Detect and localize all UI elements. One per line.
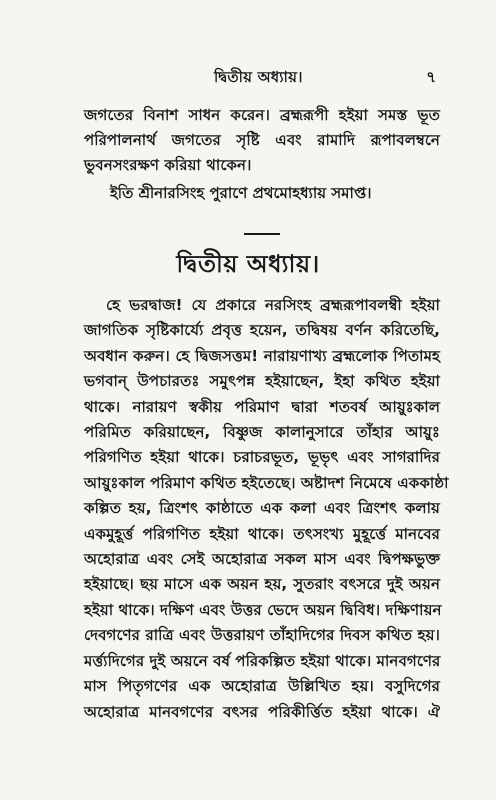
text-line: ভগবান্ উপচারতঃ সমুৎপন্ন হইয়াছেন, ইহা কথিত হইয়া (84, 372, 440, 391)
text-line: পরিগণিত হইয়া থাকে। চরাচরভূত, ভূভৃৎ এবং সাগরাদির (84, 448, 440, 467)
text-line: একমুহূর্ত্ত পরিগণিত হইয়া থাকে। তৎসংখ্য মুহূর্ত্তে মানবের (84, 524, 440, 543)
intro-paragraph (84, 103, 440, 178)
text-line: হে ভরদ্বাজ! যে প্রকারে নরসিংহ ব্রহ্মরূপাবলম্বী হইয়া (106, 296, 440, 314)
text-line: দেবগণের রাত্রি এবং উত্তরায়ণ তাঁহাদিগের দিবস কথিত হয়। (84, 626, 440, 645)
running-header-title: দ্বিতীয় অধ্যায়। (214, 68, 303, 86)
text-line: কল্পিত হয়, ত্রিংশৎ কাষ্ঠাতে এক কলা এবং ত্রিংশৎ কলায় (84, 499, 440, 518)
text-line: পরিমিত করিয়াছেন, বিষ্ণুজ কালানুসারে তাঁহার আয়ুঃ (84, 423, 440, 442)
chapter-colophon: ইতি শ্রীনারসিংহ পুরাণে প্রথমোহধ্যায় সমাপ্ত। (110, 184, 372, 202)
text-line: হইয়াছে। ছয় মাসে এক অয়ন হয়, সুতরাং বৎসরে দুই অয়ন (84, 575, 440, 594)
text-line: থাকে। নারায়ণ স্বকীয় পরিমাণ দ্বারা শতবর্ষ আয়ুঃকাল (84, 397, 440, 416)
text-line: অহোরাত্র মানবগণের বৎসর পরিকীর্ত্তিত হইয়া থাকে। ঐ (84, 702, 440, 721)
chapter-title: দ্বিতীয় অধ্যায়। (176, 250, 320, 278)
page-number: ৭ (426, 68, 436, 86)
text-line: অহোরাত্র এবং সেই অহোরাত্র সকল মাস এবং দ্বিপক্ষভুক্ত (84, 550, 440, 569)
text-line: ভুবনসংরক্ষণ করিয়া থাকেন। (84, 155, 252, 174)
body-paragraph (84, 293, 449, 725)
running-header (84, 66, 436, 90)
text-line: আয়ুঃকাল পরিমাণ কথিত হইতেছে। অষ্টাদশ নিমেষে এককাষ্ঠা (84, 473, 449, 492)
text-line: মাস পিতৃগণের এক অহোরাত্র উল্লিখিত হয়। বসুদিগের (84, 677, 440, 696)
text-line: অবধান করুন। হে দ্বিজসত্তম! নারায়ণাখ্য ব্রহ্মলোক পিতামহ (84, 346, 440, 365)
text-line: জাগতিক সৃষ্টিকার্য্যে প্রবৃত্ত হয়েন, তদ্বিষয় বর্ণন করিতেছি, (84, 321, 440, 340)
text-line: পরিপালনার্থ জগতের সৃষ্টি এবং রামাদি রূপাবলম্বনে (84, 130, 440, 149)
text-line: মর্ত্ত্যদিগের দুই অয়নে বর্ষ পরিকল্পিত হইয়া থাকে। মানবগণের (84, 651, 441, 670)
section-divider (244, 233, 280, 235)
text-line: হইয়া থাকে। দক্ষিণ এবং উত্তর ভেদে অয়ন দ্বিবিধ। দক্ষিণায়ন (84, 600, 442, 619)
text-line: জগতের বিনাশ সাধন করেন। ব্রহ্মরূপী হইয়া সমস্ত ভূত (84, 106, 440, 124)
